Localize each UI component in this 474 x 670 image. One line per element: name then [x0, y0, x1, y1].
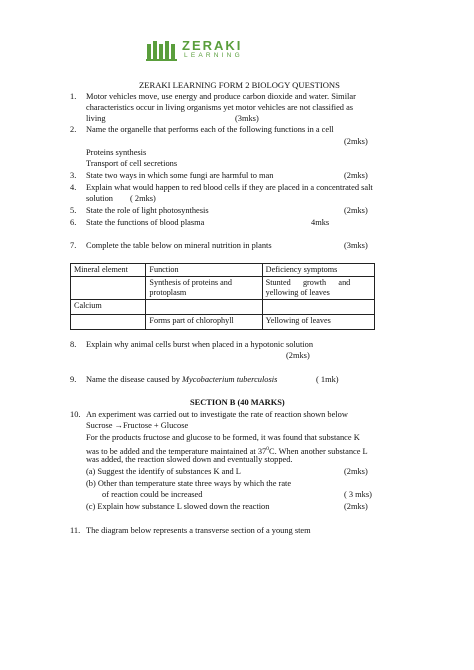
q10-number: 10.	[70, 410, 81, 419]
table-cell: Synthesis of proteins and protoplasm	[146, 277, 262, 300]
q10-para-line3: was added, the reaction slowed down and eventually stopped.	[86, 455, 293, 464]
q7-number: 7.	[70, 241, 77, 250]
q2-number: 2.	[70, 125, 77, 134]
q9-marks: ( 1mk)	[316, 375, 339, 384]
table-row	[71, 300, 375, 315]
q1-line3: living	[86, 114, 106, 123]
q9-text: Name the disease caused by Mycobacterium tuberculosis	[86, 375, 278, 384]
q8-number: 8.	[70, 340, 77, 349]
q5-number: 5.	[70, 206, 77, 215]
q4-line2: solution	[86, 194, 113, 203]
table-cell: Yellowing of leaves	[262, 315, 374, 330]
q4-marks: ( 2mks)	[130, 194, 156, 203]
q3-text: State two ways in which some fungi are harmful to man	[86, 171, 274, 180]
q10c-text: (c) Explain how substance L slowed down the reaction	[86, 502, 270, 511]
q10-para-line1: For the products fructose and glucose to be formed, it was found that substance K	[86, 433, 360, 442]
table-cell	[146, 300, 262, 315]
q2-text: Name the organelle that performs each of the following functions in a cell	[86, 125, 334, 134]
table-cell	[71, 315, 146, 330]
table-cell: Stunted growth and yellowing of leaves	[262, 277, 374, 300]
table-cell: Forms part of chlorophyll	[146, 315, 262, 330]
q3-number: 3.	[70, 171, 77, 180]
q4-number: 4.	[70, 183, 77, 192]
q8-text: Explain why animal cells burst when placed in a hypotonic solution	[86, 340, 314, 349]
q1-line2: characteristics occur in living organisms yet motor vehicles are not classified as	[86, 103, 354, 112]
q10b-line2: of reaction could be increased	[102, 490, 203, 499]
section-b-heading: SECTION B (40 MARKS)	[190, 398, 285, 407]
q9-organism-name: Mycobacterium tuberculosis	[182, 375, 278, 384]
q10-equation: Sucrose →Fructose + Glucose	[86, 421, 189, 430]
q10-para-line2: was to be added and the temperature maintained at $37^0C$. When another substance L	[86, 446, 368, 456]
table-header-cell: Function	[146, 264, 262, 277]
q4-line1: Explain what would happen to red blood cells if they are placed in a concentrated salt	[86, 183, 373, 192]
page-title: ZERAKI LEARNING FORM 2 BIOLOGY QUESTIONS	[139, 80, 340, 90]
mineral-nutrition-table	[70, 263, 375, 330]
q1-number: 1.	[70, 92, 77, 101]
q8-marks: (2mks)	[286, 351, 310, 360]
table-header-row	[71, 264, 375, 277]
q7-marks: (3mks)	[344, 241, 368, 250]
q2-marks: (2mks)	[344, 137, 368, 146]
zeraki-logo	[146, 36, 286, 62]
q11-number: 11.	[70, 526, 81, 535]
logo-subtitle: LEARNING	[184, 52, 243, 59]
q6-number: 6.	[70, 218, 77, 227]
table-cell	[262, 300, 374, 315]
books-icon	[146, 38, 178, 62]
table-header-cell: Mineral element	[71, 264, 146, 277]
table-cell	[71, 277, 146, 300]
q10b-line1: (b) Other than temperature state three ways by which the rate	[86, 479, 292, 488]
q6-text: State the functions of blood plasma	[86, 218, 205, 227]
q1-marks: (3mks)	[235, 114, 259, 123]
q10c-marks: (2mks)	[344, 502, 368, 511]
q2-item-b: Transport of cell secretions	[86, 159, 178, 168]
q11-text: The diagram below represents a transverse section of a young stem	[86, 526, 311, 535]
table-row	[71, 315, 375, 330]
q7-text: Complete the table below on mineral nutrition in plants	[86, 241, 272, 250]
q2-item-a: Proteins synthesis	[86, 148, 147, 157]
table-row	[71, 277, 375, 300]
q1-line1: Motor vehicles move, use energy and produce carbon dioxide and water. Similar	[86, 92, 356, 101]
q9-number: 9.	[70, 375, 77, 384]
q6-marks: 4mks	[311, 218, 330, 227]
q10a-text: (a) Suggest the identify of substances K and L	[86, 467, 241, 476]
q3-marks: (2mks)	[344, 171, 368, 180]
logo-wordmark: ZERAKI	[182, 38, 243, 53]
q5-marks: (2mks)	[344, 206, 368, 215]
q10b-marks: ( 3 mks)	[344, 490, 372, 499]
table-cell: Calcium	[71, 300, 146, 315]
q5-text: State the role of light photosynthesis	[86, 206, 209, 215]
table-header-cell: Deficiency symptoms	[262, 264, 374, 277]
q10a-marks: (2mks)	[344, 467, 368, 476]
q10-intro: An experiment was carried out to investigate the rate of reaction shown below	[86, 410, 348, 419]
